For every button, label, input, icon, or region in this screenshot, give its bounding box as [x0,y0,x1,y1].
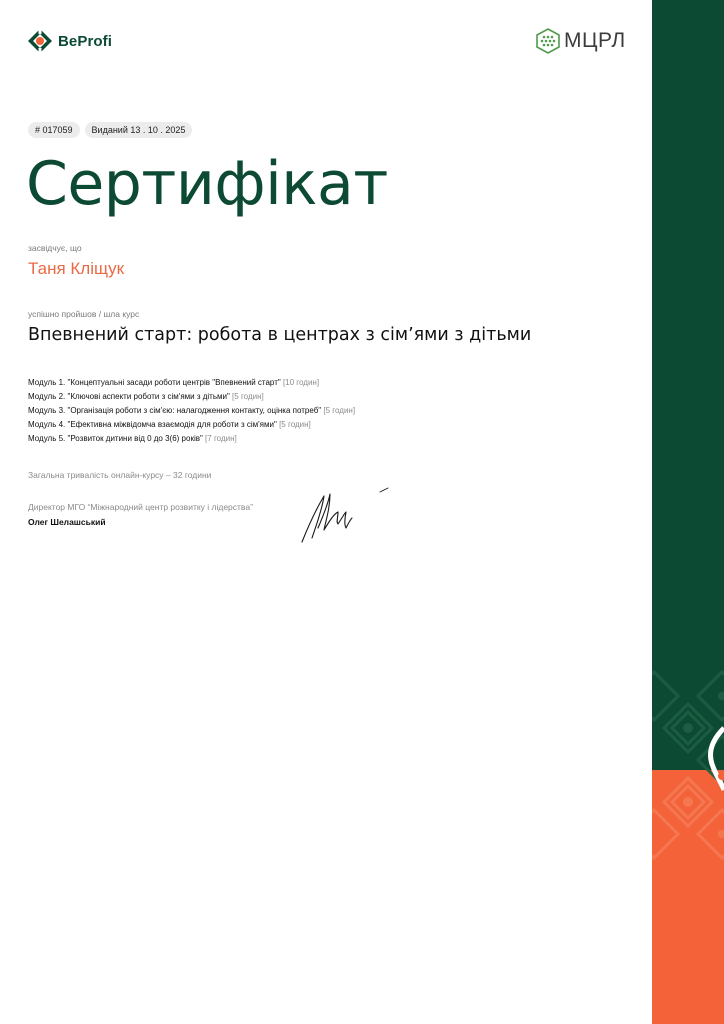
course-title: Впевнений старт: робота в центрах з сім’ями з дітьми [28,325,532,345]
module-duration: [5 годин] [232,392,264,401]
beprofi-wordmark: BeProfi [58,32,113,50]
certificate-number-badge: # 017059 [28,122,80,138]
module-label: Модуль 4. "Ефективна міжвідомча взаємодія для роботи з сім'ями" [28,420,277,429]
beprofi-logo [27,28,112,54]
module-list [28,376,355,446]
module-label: Модуль 1. "Концептуальні засади роботи центрів "Впевнений старт" [28,378,281,387]
issue-date-badge: Виданий 13 . 10 . 2025 [85,122,193,138]
beprofi-diamond-icon [27,28,53,54]
certificate-title: Сертифікат [26,149,388,219]
module-item [28,404,355,418]
module-item [28,376,355,390]
module-duration: [7 годин] [205,434,237,443]
module-duration: [5 годин] [323,406,356,415]
decorative-side-band [652,0,724,1024]
module-item [28,418,355,432]
module-duration: [10 годин] [282,378,320,387]
director-name: Олег Шелашський [28,517,106,527]
module-item [28,390,355,404]
module-item [28,432,355,446]
hexagon-dots-icon [536,28,560,54]
total-duration: Загальна тривалість онлайн-курсу – 32 години [28,470,212,480]
certifies-label: засвідчує, що [28,243,82,253]
module-label: Модуль 2. "Ключові аспекти роботи з сім'ями з дітьми" [28,392,230,401]
recipient-name: Таня Кліщук [28,259,125,278]
ornament-pattern-icon [652,0,724,1024]
module-label: Модуль 3. "Організація роботи з сім'єю: налагодження контакту, оцінка потреб" [28,406,322,415]
director-role: Директор МГО “Міжнародний центр розвитку і лідерства” [28,502,253,512]
module-duration: [5 годин] [279,420,311,429]
mcrl-wordmark: МЦРЛ [564,29,626,52]
completed-label: успішно пройшов / шла курс [28,309,140,319]
certificate-badges [28,122,192,138]
module-label: Модуль 5. "Розвиток дитини від 0 до 3(6) років" [28,434,203,443]
mcrl-logo [536,28,626,54]
handwritten-signature [296,484,396,546]
